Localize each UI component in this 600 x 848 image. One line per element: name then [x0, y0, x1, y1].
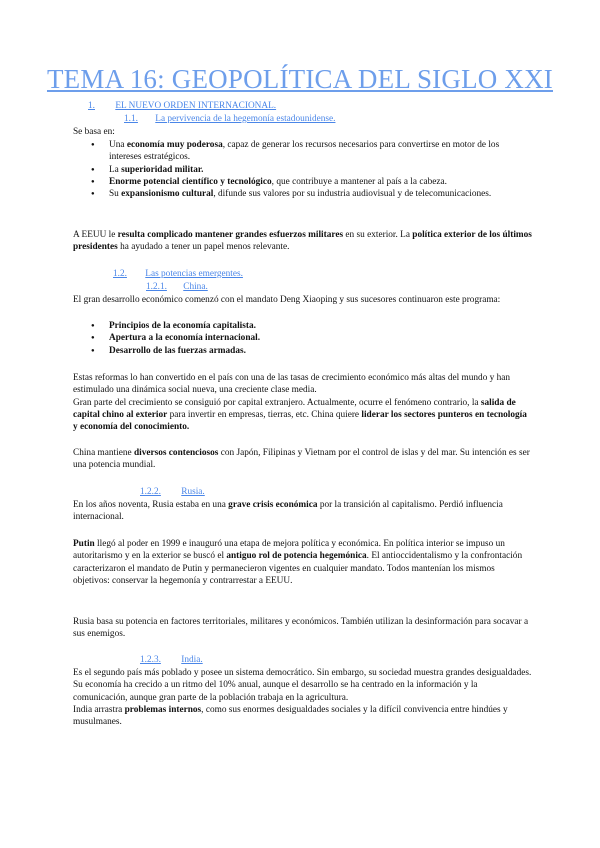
heading-section-1-2	[113, 269, 243, 279]
list-item: ● La superioridad militar.	[73, 164, 533, 176]
heading-label: La pervivencia de la hegemonía estadounidense.	[155, 114, 336, 124]
paragraph-rusia-potencia: Rusia basa su potencia en factores territoriales, militares y económicos. También utilizan la desinformación para socavar a sus enemigos.	[73, 617, 529, 640]
heading-label: India.	[181, 655, 203, 665]
heading-section-1	[88, 101, 276, 111]
paragraph-china-intro: El gran desarrollo económico comenzó con el mandato Deng Xiaoping y sus sucesores continuaron este programa:	[73, 295, 501, 305]
heading-section-1-2-1	[146, 282, 208, 292]
heading-number: 1.	[88, 101, 95, 111]
heading-label: China.	[183, 282, 208, 292]
heading-section-1-2-2	[140, 487, 205, 497]
heading-label: EL NUEVO ORDEN INTERNACIONAL.	[115, 101, 277, 111]
paragraph-se-basa: Se basa en:	[73, 127, 115, 137]
list-item: ● Desarrollo de las fuerzas armadas.	[73, 345, 533, 357]
paragraph-china-reformas: Estas reformas lo han convertido en el país con una de las tasas de crecimiento económico más altas del mundo y han estimulado una dinámica social nueva, una creciente clase media. Gran parte del crecimiento se consiguió por capital extranjero. Actualmente, ocurre el fenómeno contrario, la salida de capital chino al exterior para invertir en empresas, tierras, etc. China quiere liderar los sectores punteros en tecnología y economía del conocimiento.	[73, 373, 527, 433]
paragraph-india: Es el segundo país más poblado y posee un sistema democrático. Sin embargo, su sociedad muestra grandes desigualdades. Su economía ha crecido a un ritmo del 10% anual, aunque el desarrollo se ha centrado en la información y la comunicación, aunque gran parte de la población trabaja en la agricultura. India arrastra problemas internos, como sus enormes desigualdades sociales y la difícil convivencia entre hindúes y musulmanes.	[73, 668, 532, 728]
list-item: ● Enorme potencial científico y tecnológico, que contribuye a mantener al país a la cabeza.	[73, 176, 533, 188]
page-title: TEMA 16: GEOPOLÍTICA DEL SIGLO XXI	[46, 64, 553, 94]
heading-section-1-1	[124, 114, 335, 124]
heading-section-1-2-3	[140, 655, 203, 665]
list-item: ● Una economía muy poderosa, capaz de generar los recursos necesarios para convertirse en motor de los intereses estratégicos.	[73, 139, 533, 164]
heading-number: 1.2.	[113, 269, 127, 279]
heading-number: 1.2.1.	[146, 282, 167, 292]
heading-label: Rusia.	[181, 487, 205, 497]
heading-number: 1.1.	[124, 114, 138, 124]
list-item: ● Principios de la economía capitalista.	[73, 320, 533, 332]
heading-number: 1.2.3.	[140, 655, 161, 665]
paragraph-china-contenciosos: China mantiene diversos contenciosos con Japón, Filipinas y Vietnam por el control de islas y del mar. Su intención es ser una potencia mundial.	[73, 448, 530, 471]
china-program-list	[73, 320, 533, 357]
list-item: ● Apertura a la economía internacional.	[73, 332, 533, 344]
hegemony-list	[73, 139, 533, 200]
paragraph-rusia-crisis: En los años noventa, Rusia estaba en una grave crisis económica por la transición al capitalismo. Perdió influencia internacional.	[73, 500, 503, 523]
heading-number: 1.2.2.	[140, 487, 161, 497]
paragraph-eeuu: A EEUU le resulta complicado mantener grandes esfuerzos militares en su exterior. La política exterior de los últimos presidentes ha ayudado a tener un papel menos relevante.	[73, 230, 532, 253]
list-item: ● Su expansionismo cultural, difunde sus valores por su industria audiovisual y de telecomunicaciones.	[73, 188, 533, 200]
paragraph-rusia-putin: Putin llegó al poder en 1999 e inauguró una etapa de mejora política y económica. En política interior se impuso un autoritarismo y en la exterior se buscó el antiguo rol de potencia hegemónica. El antioccidentalismo y la confrontación caracterizaron el mandato de Putin y permanecieron vigentes en cualquier mandato. Todos mantenían los mismos objetivos: conservar la hegemonía y contrarrestar a EEUU.	[73, 539, 523, 586]
heading-label: Las potencias emergentes.	[145, 269, 243, 279]
